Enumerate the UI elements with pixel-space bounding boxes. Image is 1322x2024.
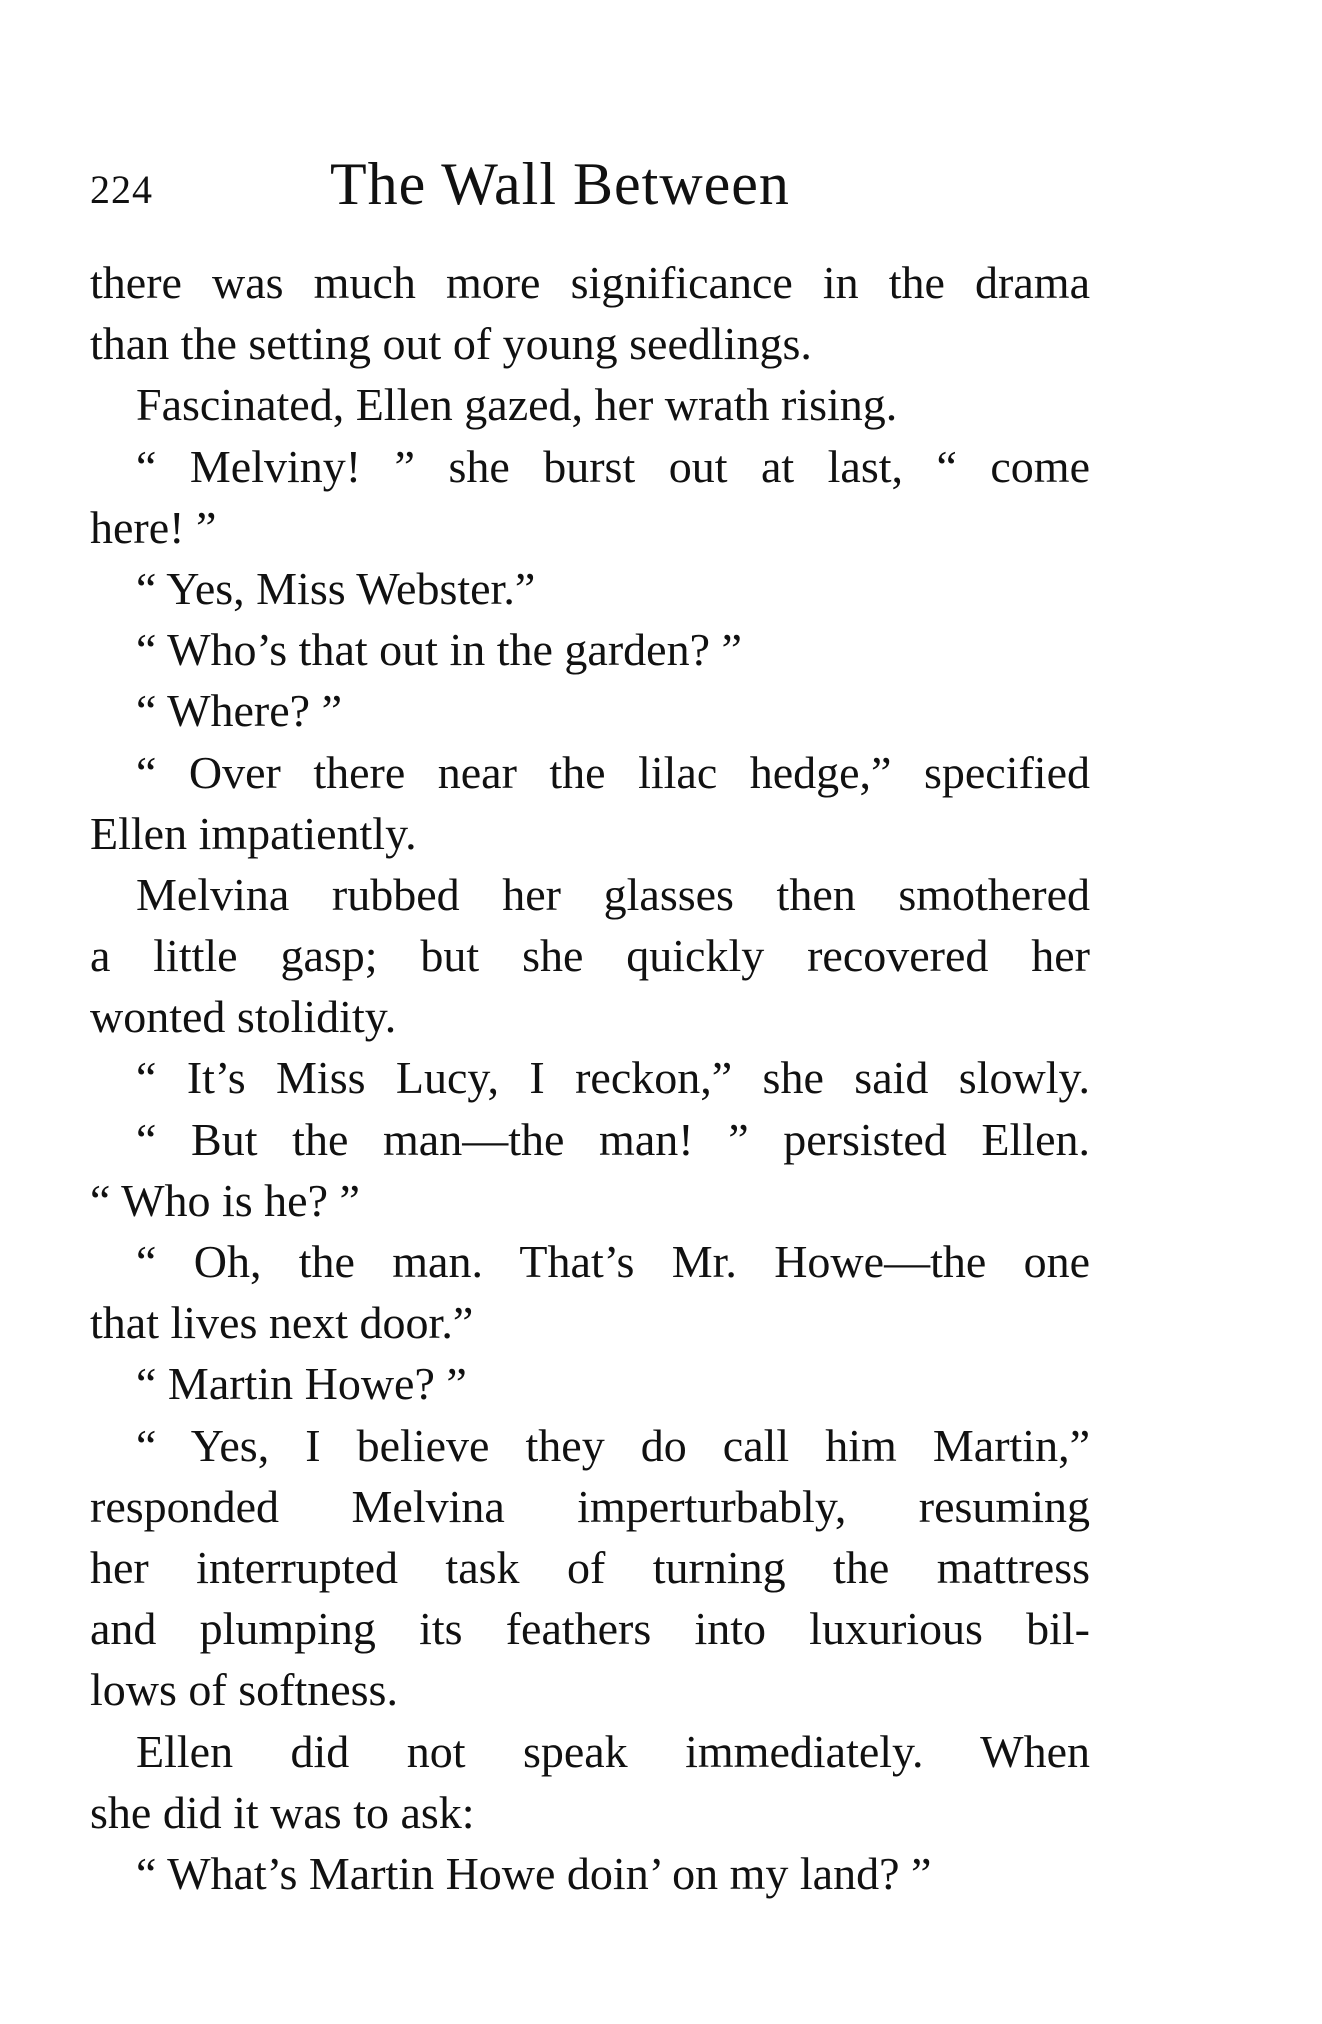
text-line: and plumping its feathers into luxurious bil- — [90, 1603, 1090, 1655]
page-number: 224 — [90, 167, 153, 212]
text-line: “ It’s Miss Lucy, I reckon,” she said slowly. — [136, 1052, 1090, 1104]
page-header — [90, 150, 1090, 230]
text-line: lows of softness. — [90, 1664, 398, 1716]
text-line: “ Martin Howe? ” — [136, 1358, 467, 1410]
text-line: that lives next door.” — [90, 1297, 474, 1349]
text-line: wonted stolidity. — [90, 991, 397, 1043]
text-line: than the setting out of young seedlings. — [90, 318, 812, 370]
text-line: “ Who’s that out in the garden? ” — [136, 624, 742, 676]
text-line: “ Over there near the lilac hedge,” specified — [136, 746, 1090, 798]
text-line: a little gasp; but she quickly recovered her — [90, 930, 1090, 982]
text-line: “ Where? ” — [136, 685, 342, 737]
text-line: she did it was to ask: — [90, 1786, 475, 1838]
text-line: there was much more significance in the drama — [90, 257, 1090, 308]
running-title: The Wall Between — [330, 151, 790, 217]
text-line: Ellen did not speak immediately. When — [136, 1725, 1090, 1777]
body-text — [90, 252, 1090, 1904]
text-line: “ Who is he? ” — [90, 1174, 360, 1226]
text-line: responded Melvina imperturbably, resuming — [90, 1480, 1090, 1532]
text-line: her interrupted task of turning the mattress — [90, 1541, 1090, 1593]
text-line: “ Yes, I believe they do call him Martin,” — [136, 1419, 1090, 1471]
text-line: here! ” — [90, 501, 217, 553]
text-line: “ What’s Martin Howe doin’ on my land? ” — [136, 1847, 932, 1899]
text-line: “ Oh, the man. That’s Mr. Howe—the one — [136, 1236, 1090, 1287]
text-line: Melvina rubbed her glasses then smothered — [136, 868, 1090, 920]
text-line: “ But the man—the man! ” persisted Ellen. — [136, 1113, 1090, 1165]
text-line: “ Melviny! ” she burst out at last, “ come — [136, 440, 1090, 492]
text-line: Fascinated, Ellen gazed, her wrath rising. — [136, 379, 898, 431]
text-line: Ellen impatiently. — [90, 807, 417, 859]
text-line: “ Yes, Miss Webster.” — [136, 562, 536, 614]
